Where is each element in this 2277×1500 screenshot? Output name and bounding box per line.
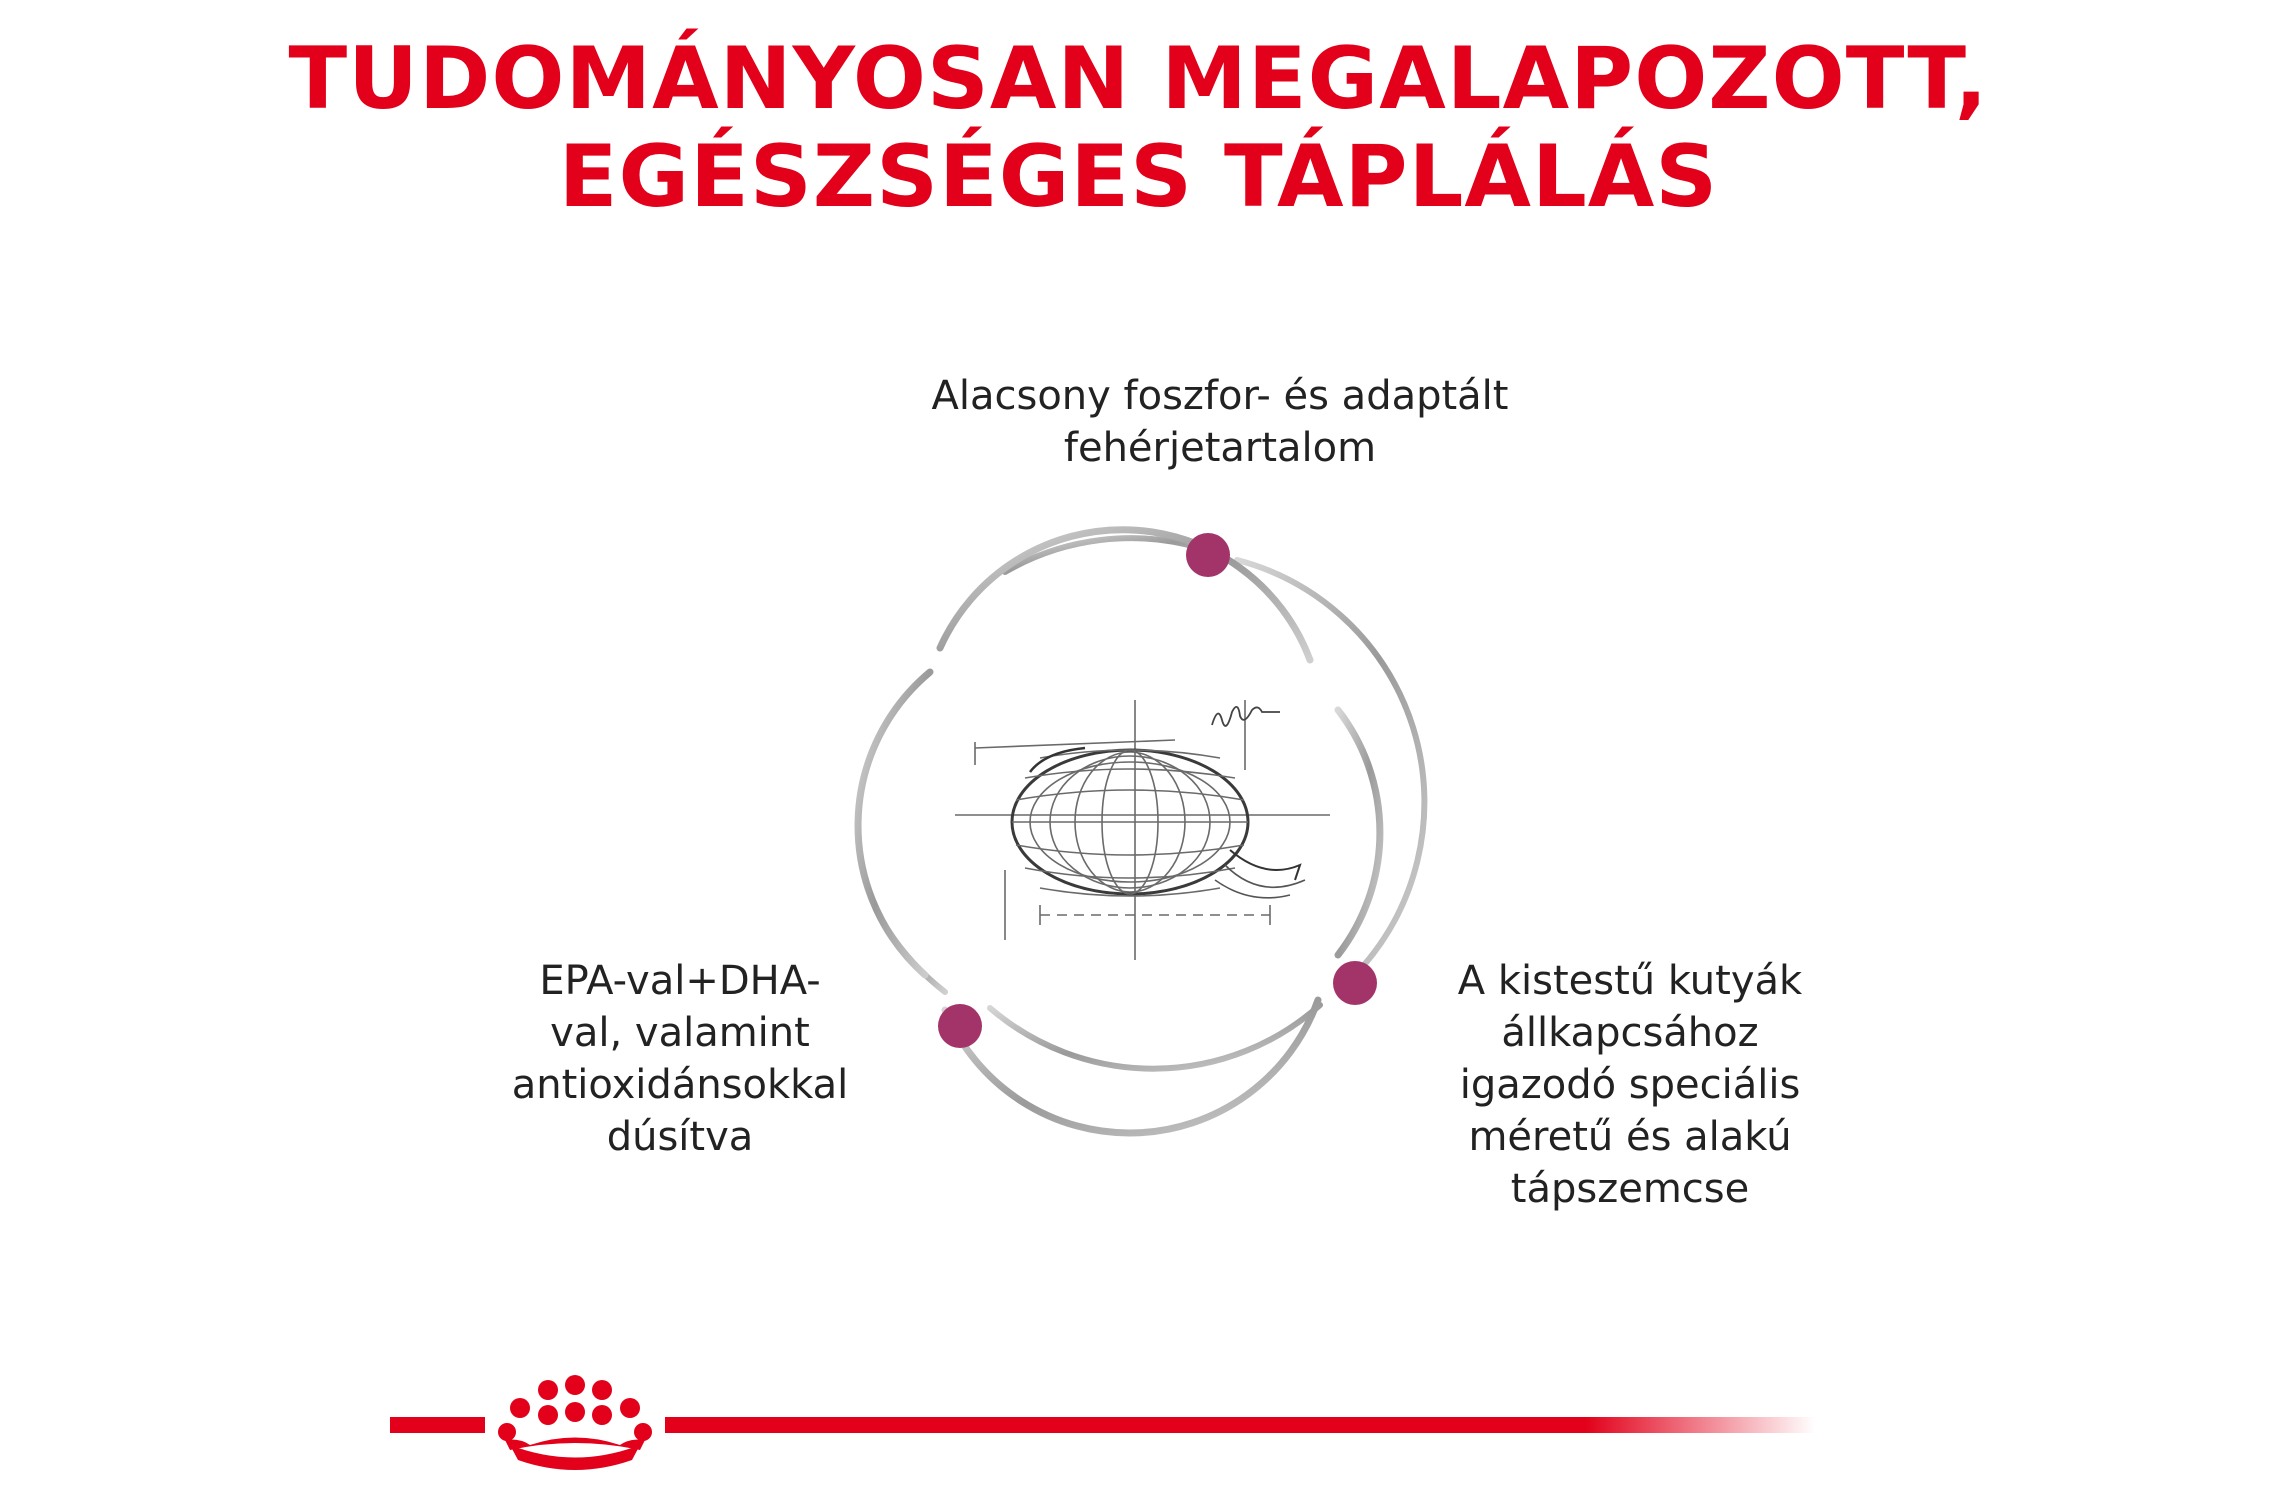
dot-marker-icon [1333, 961, 1377, 1005]
benefit-line: antioxidánsokkal [511, 1062, 849, 1108]
benefit-line: állkapcsához [1501, 1010, 1759, 1056]
kibble-sketch-icon [955, 700, 1330, 960]
inner-ring-arc-left [858, 672, 930, 975]
benefit-line: EPA-val+DHA- [539, 958, 821, 1004]
benefit-line: Alacsony foszfor- és adaptált [931, 373, 1509, 419]
inner-ring-arc-top [940, 530, 1310, 660]
brand-band-right [665, 1417, 1815, 1433]
dot-marker-icon [1186, 533, 1230, 577]
title-line-1: TUDOMÁNYOSAN MEGALAPOZOTT, [288, 29, 1989, 129]
outer-ring-arc-bottom [990, 1005, 1320, 1069]
benefit-line: méretű és alakú [1468, 1114, 1792, 1160]
brand-band-left [390, 1417, 485, 1433]
benefit-line: val, valamint [550, 1010, 810, 1056]
benefit-line: A kistestű kutyák [1457, 958, 1803, 1004]
benefit-line: igazodó speciális [1459, 1062, 1801, 1108]
royal-crown-logo [498, 1375, 652, 1470]
benefit-line: tápszemcse [1510, 1166, 1750, 1212]
benefit-line: dúsítva [606, 1114, 754, 1160]
inner-ring-arc-right [1338, 710, 1380, 955]
benefit-line: fehérjetartalom [1063, 425, 1377, 471]
outer-ring-arc-top [1005, 538, 1200, 572]
outer-ring-arc-right [1237, 560, 1424, 965]
dot-marker-icon [938, 1004, 982, 1048]
title-line-2: EGÉSZSÉGES TÁPLÁLÁS [558, 127, 1719, 227]
